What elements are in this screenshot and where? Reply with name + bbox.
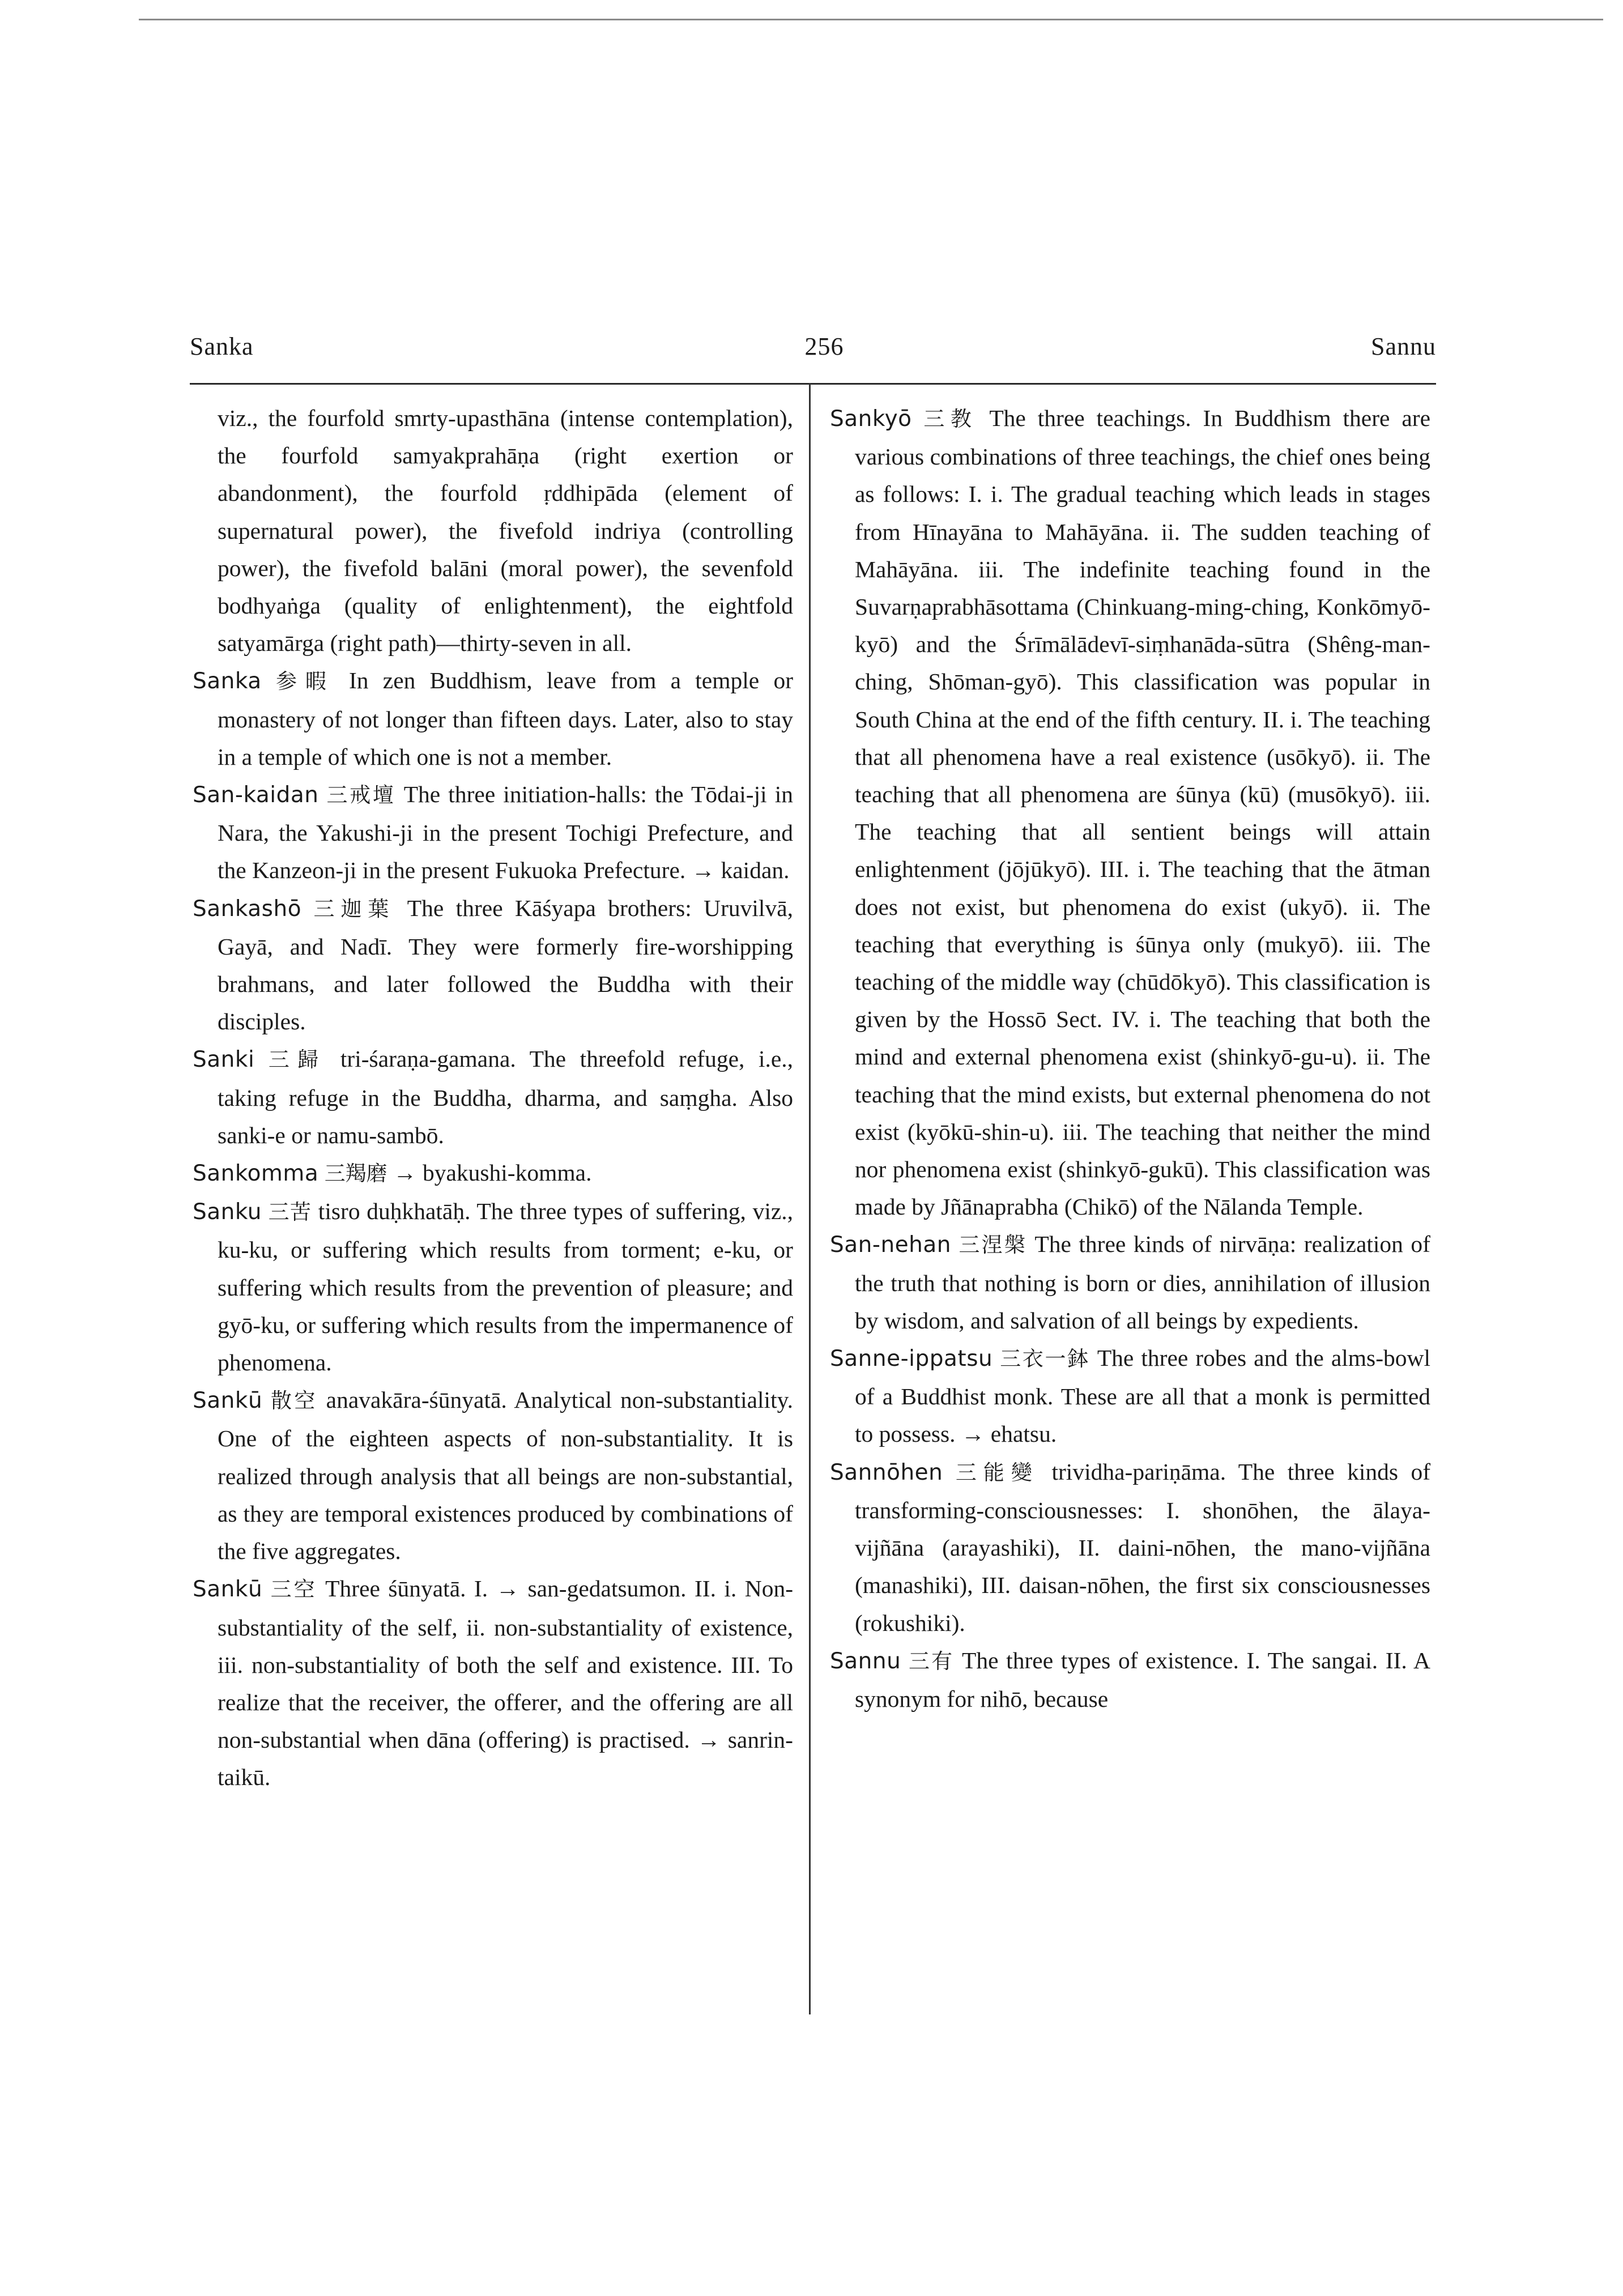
entry-sanki [193, 1040, 793, 1154]
headword: San-nehan [830, 1232, 951, 1258]
entry-sankyo [830, 399, 1430, 1225]
left-column [193, 399, 793, 1796]
headword: Sankū [193, 1388, 263, 1414]
entry-sanne-ippatsu [830, 1339, 1430, 1453]
entry-sankomma [193, 1154, 793, 1192]
definition: The three robes and the alms-bowl of a Buddhist monk. These are all that a monk is permitted to possess. → ehatsu. [855, 1345, 1431, 1447]
kanji: 三空 [270, 1577, 317, 1602]
kanji: 三教 [923, 407, 978, 431]
headword: Sankashō [193, 896, 302, 922]
column-divider [809, 383, 811, 2014]
entry-sanka [193, 662, 793, 776]
headword: Sankū [193, 1577, 263, 1603]
headword: Sanka [193, 668, 262, 695]
definition: tisro duḥkhatāḥ. The three types of suffering, viz., ku-ku, or suffering which results from torment; e-ku, or suffering which results from the prevention of pleasure; and gyō-ku, or suffering which results from the impermanence of phenomena. [218, 1198, 794, 1376]
definition: anavakāra-śūnyatā. Analytical non-substantiality. One of the eighteen aspects of non-substantiality. It is realized through analysis that all beings are non-substantial, as they are temporal existences produced by combinations of the five aggregates. [218, 1387, 794, 1565]
entry-sanku [193, 1192, 793, 1381]
right-guide-word: Sannu [1371, 333, 1436, 360]
definition: The three kinds of nirvāṇa: realization of the truth that nothing is born or dies, annihilation of illusion by wisdom, and salvation of all beings by expedients. [855, 1231, 1430, 1334]
entry-sankasho [193, 889, 793, 1041]
header-rule [190, 383, 1436, 385]
entry-sannu [830, 1642, 1430, 1718]
entry-sanku-three-sunyata [193, 1570, 793, 1796]
running-header [190, 332, 1436, 377]
kanji: 三有 [908, 1648, 955, 1673]
headword: San-kaidan [193, 782, 319, 808]
kanji: 三能變 [955, 1460, 1039, 1485]
entry-san-kaidan [193, 776, 793, 889]
definition: The three types of existence. I. The sangai. II. A synonym for nihō, because [855, 1647, 1431, 1712]
definition: In zen Buddhism, leave from a temple or monastery of not longer than fifteen days. Later, also to stay in a temple of which one is not a member. [218, 667, 794, 770]
headword: Sannu [830, 1648, 901, 1674]
entry-san-nehan [830, 1225, 1430, 1339]
definition: The three initiation-halls: the Tōdai-ji in Nara, the Yakushi-ji in the present Tochigi Prefecture, and the Kanzeon-ji in the present Fukuoka Prefecture. → kaidan. [218, 781, 794, 884]
definition: Three śūnyatā. I. → san-gedatsumon. II. i. Non-substantiality of the self, ii. non-substantiality of existence, iii. non-substantiality of both the self and existence. III. To realize that the receiver, the offerer, and the offering are all non-substantial when dāna (offering) is practised. → sanrin-taikū. [218, 1575, 794, 1791]
headword: Sanki [193, 1047, 255, 1073]
kanji: 三迦葉 [313, 896, 395, 921]
headword: Sannōhen [830, 1459, 943, 1485]
continued-entry-text: viz., the fourfold smrty-upasthāna (intense contemplation), the fourfold samyakprahāṇa (right exertion or abandonment), the fourfold ṛddhipāda (element of supernatural power), the fivefold indriya (controlling power), the fivefold balāni (moral power), the sevenfold bodhyaṅga (quality of enlightenment), the eightfold satyamārga (right path)—thirty-seven in all. [218, 405, 793, 657]
definition: The three teachings. In Buddhism there are various combinations of three teachings, the chief ones being as follows: I. i. The gradual teaching which leads in stages from Hīnayāna to Mahāyāna. ii. The sudden teaching of Mahāyāna. iii. The indefinite teaching found in the Suvarṇaprabhāsottama (Chinkuang-ming-ching, Konkōmyō-kyō) and the Śrīmālādevī-siṃhanāda-sūtra (Shêng-man-ching, Shōman-gyō). This classification was popular in South China at the end of the fifth century. II. i. The teaching that all phenomena have a real existence (usōkyō). ii. The teaching that all phenomena are śūnya (kū) (musōkyō). iii. The teaching that all sentient beings will attain enlightenment (jōjūkyō). III. i. The teaching that the ātman does not exist, but phenomena do exist (ukyō). ii. The teaching that everything is śūnya only (mukyō). iii. The teaching of the middle way (chūdōkyō). This classification is given by the Hossō Sect. IV. i. The teaching that both the mind and external phenomena exist (shinkyō-gu-u). ii. The teaching that the mind exists, but external phenomena do not exist (kyōkū-shin-u). iii. The teaching that neither the mind nor phenomena exist (shinkyō-gukū). This classification was made by Jñānaprabha (Chikō) of the Nālanda Temple. [855, 405, 1431, 1220]
headword: Sanku [193, 1199, 262, 1225]
kanji: 三羯磨 [324, 1161, 387, 1186]
kanji: 参暇 [275, 669, 335, 694]
kanji: 三涅槃 [959, 1233, 1027, 1258]
entry-sanku-analytical [193, 1381, 793, 1570]
definition: trividha-pariṇāma. The three kinds of transforming-consciousnesses: I. shonōhen, the ālaya-vijñāna (arayashiki), II. daini-nōhen, the mano-vijñāna (manashiki), III. daisan-nōhen, the first six consciousnesses (rokushiki). [855, 1458, 1431, 1636]
kanji: 三歸 [268, 1047, 327, 1072]
headword: Sankomma [193, 1161, 319, 1187]
headword: Sanne-ippatsu [830, 1346, 993, 1372]
kanji: 散空 [271, 1388, 318, 1413]
definition: The three Kāśyapa brothers: Uruvilvā, Gayā, and Nadī. They were formerly fire-worshipping brahmans, and later followed the Buddha with their disciples. [218, 894, 794, 1035]
kanji: 三衣一鉢 [1000, 1347, 1090, 1371]
kanji: 三苦 [268, 1200, 312, 1225]
entry-sannohen [830, 1453, 1430, 1642]
left-guide-word: Sanka [190, 333, 254, 360]
definition: tri-śaraṇa-gamana. The threefold refuge, i.e., taking refuge in the Buddha, dharma, and saṃgha. Also sanki-e or namu-sambō. [218, 1046, 794, 1148]
scan-top-rule [139, 19, 1603, 20]
kanji: 三戒壇 [326, 783, 396, 808]
headword: Sankyō [830, 406, 912, 432]
right-column [830, 399, 1430, 1718]
definition: → byakushi-komma. [393, 1160, 592, 1186]
page-number: 256 [804, 333, 844, 360]
